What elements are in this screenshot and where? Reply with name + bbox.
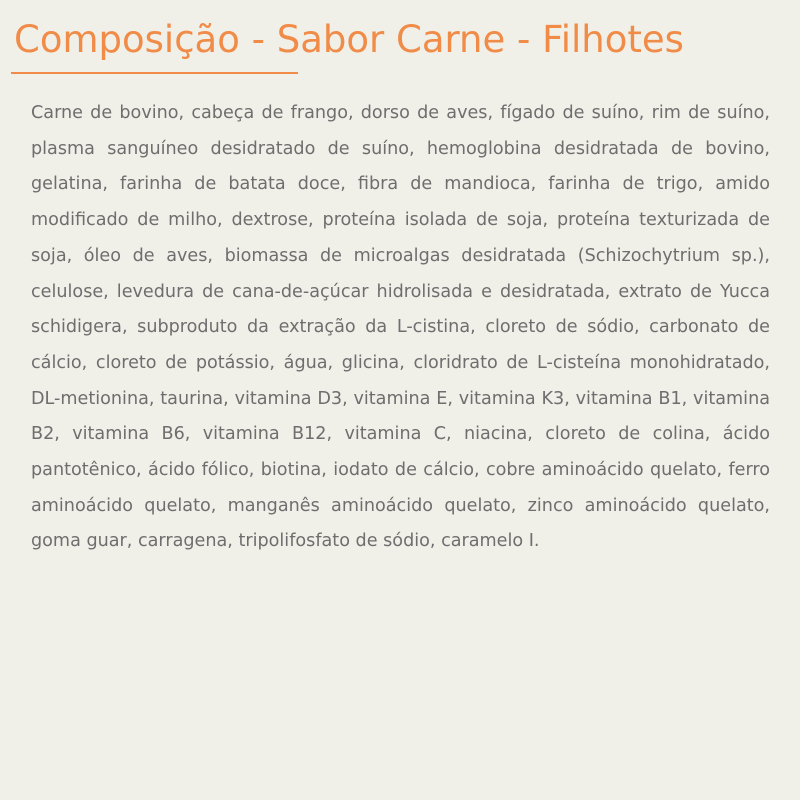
page-title: Composição - Sabor Carne - Filhotes	[14, 18, 684, 61]
title-underline	[11, 72, 298, 74]
composition-text: Carne de bovino, cabeça de frango, dorso de aves, fígado de suíno, rim de suíno, plasma sanguíneo desidratado de suíno, hemoglobina desidratada de bovino, gelatina, farinha de batata doce, fibra de mandioca, farinha de trigo, amido modificado de milho, dextrose, proteína isolada de soja, proteína texturizada de soja, óleo de aves, biomassa de microalgas desidratada (Schizochytrium sp.), celulose, levedura de cana-de-açúcar hidrolisada e desidratada, extrato de Yucca schidigera, subproduto da extração da L-cistina, cloreto de sódio, carbonato de cálcio, cloreto de potássio, água, glicina, cloridrato de L-cisteína monohidratado, DL-metionina, taurina, vitamina D3, vitamina E, vitamina K3, vitamina B1, vitamina B2, vitamina B6, vitamina B12, vitamina C, niacina, cloreto de colina, ácido pantotênico, ácido fólico, biotina, iodato de cálcio, cobre aminoácido quelato, ferro aminoácido quelato, manganês aminoácido quelato, zinco aminoácido quelato, goma guar, carragena, tripolifosfato de sódio, caramelo I.	[31, 103, 770, 552]
